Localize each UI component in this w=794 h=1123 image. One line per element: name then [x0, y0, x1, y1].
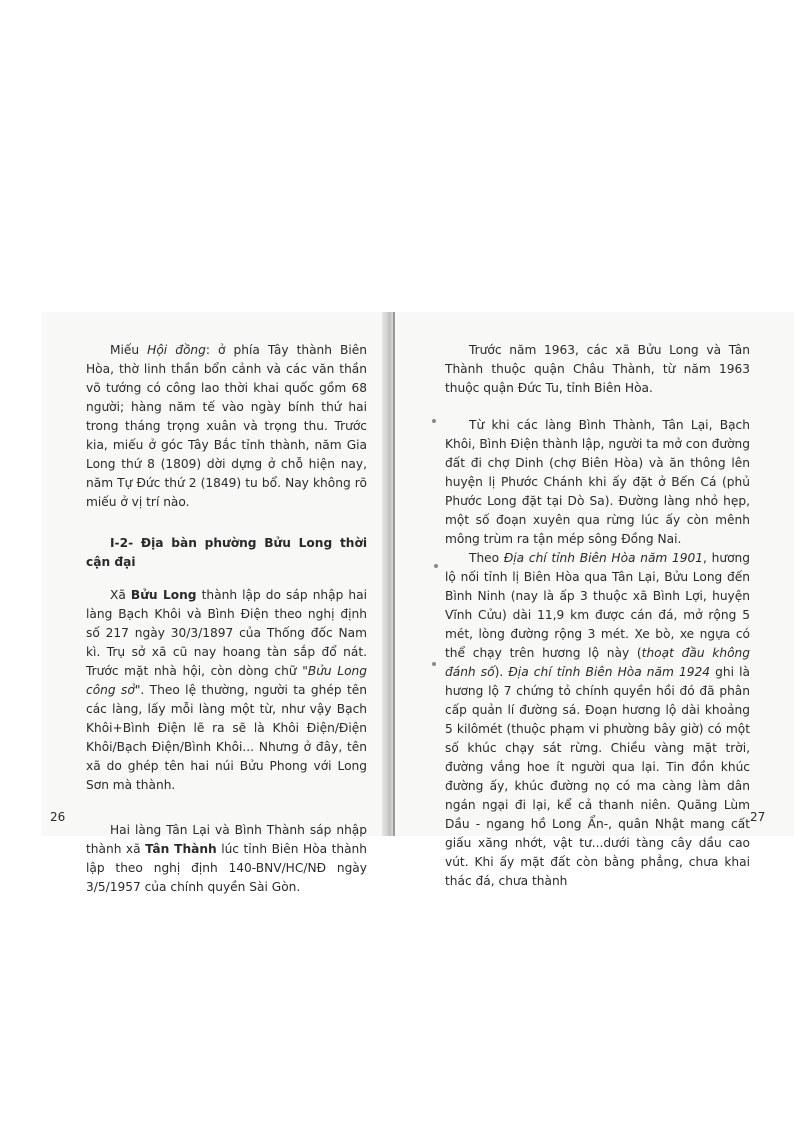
right-paragraph-2: Từ khi các làng Bình Thành, Tân Lại, Bạch Khôi, Bình Điện thành lập, người ta mở con đường đất đi chợ Dinh (chợ Biên Hòa) và ăn thông lên huyện lị Phước Chánh khi ấy đặt ở Bến Cá (phủ Phước Long đặt tại Dò Sa). Đường làng nhỏ hẹp, một số đoạn xuyên qua rừng lúc ấy còn mênh mông trùm ra tận mép sông Đồng Nai. — [445, 418, 750, 546]
italic-term: Bửu Long công sở — [86, 664, 367, 697]
italic-term: Địa chí tỉnh Biên Hòa năm 1901 — [503, 551, 704, 565]
right-paragraph-3: Theo Địa chí tỉnh Biên Hòa năm 1901, hương lộ nối tỉnh lị Biên Hòa qua Tân Lại, Bửu Long đến Bình Ninh (nay là ấp 3 thuộc xã Bình Lợi, huyện Vĩnh Cửu) dài 11,9 km được cán đá, mở rộng 5 mét, lòng đường rộng 3 mét. Xe bò, xe ngựa có thể chạy trên hương lộ này (thoạt đầu không đánh số). Địa chí tỉnh Biên Hòa năm 1924 ghi là hương lộ 7 chứng tỏ chính quyền hồi đó đã phân cấp quản lí đường sá. Đoạn hương lộ dài khoảng 5 kilômét (thuộc phạm vi phường bây giờ) có một số khúc chạy sát rừng. Chiều vàng mặt trời, đường vắng hoe ít người qua lại. Tin đồn khúc đường ấy, khúc đường nọ có ma càng làm dân ngán ngại đi lại, kể cả thanh niên. Quãng Lùm Dầu - ngang hồ Long Ẩn-, quân Nhật mang cất giấu xăng nhớt, vật tư...dưới tàng cây dầu cao vút. Khi ấy mặt đất còn bằng phẳng, chưa khai thác đá, chưa thành — [445, 551, 750, 888]
scan-speck — [432, 662, 436, 666]
bold-term: Tân Thành — [145, 842, 217, 856]
left-page-text — [86, 341, 367, 897]
right-page-text — [445, 341, 750, 891]
left-paragraph-1: Miếu Hội đồng: ở phía Tây thành Biên Hòa, thờ linh thần bổn cảnh và các văn thần võ tướng có công lao thời khai quốc gồm 68 người; hàng năm tế vào ngày bính thứ hai trong tháng trọng xuân và trọng thu. Trước kia, miếu ở góc Tây Bắc tỉnh thành, năm Gia Long thứ 8 (1809) dời dựng ở chỗ hiện nay, năm Tự Đức thứ 2 (1849) tu bổ. Nay không rõ miếu ở vị trí nào. — [86, 343, 368, 509]
scan-speck — [434, 564, 438, 568]
italic-term: Địa chí tỉnh Biên Hòa năm 1924 — [508, 665, 711, 679]
section-heading: I-2- Địa bàn phường Bửu Long thời cận đại — [86, 536, 367, 569]
page-number-left: 26 — [50, 810, 66, 824]
bold-term: Bửu Long — [130, 588, 197, 602]
scan-speck — [432, 419, 436, 423]
page-number-right: 27 — [750, 810, 766, 824]
book-spread — [42, 312, 794, 894]
right-paragraph-1: Trước năm 1963, các xã Bửu Long và Tân Thành thuộc quận Châu Thành, từ năm 1963 thuộc quận Đức Tu, tỉnh Biên Hòa. — [445, 343, 750, 395]
italic-term: thoạt đầu không đánh số — [445, 646, 750, 679]
left-paragraph-2: Xã Bửu Long thành lập do sáp nhập hai làng Bạch Khôi và Bình Điện theo nghị định số 217 ngày 30/3/1897 của Thống đốc Nam kì. Trụ sở xã cũ nay hoang tàn sắp đổ nát. Trước mặt nhà hội, còn dòng chữ "Bửu Long công sở". Theo lệ thường, người ta ghép tên các làng, lấy mỗi làng một từ, như vậy Bạch Khôi+Bình Điện lẽ ra sẽ là Khôi Điện/Điện Khôi/Bạch Điện/Bình Khôi... Nhưng ở đây, tên xã do ghép tên hai núi Bửu Phong với Long Sơn mà thành. — [86, 588, 367, 792]
italic-term: Hội đồng — [147, 343, 206, 357]
left-paragraph-3: Hai làng Tân Lại và Bình Thành sáp nhập thành xã Tân Thành lúc tỉnh Biên Hòa thành lập theo nghị định 140-BNV/HC/NĐ ngày 3/5/1957 của chính quyền Sài Gòn. — [86, 823, 367, 894]
